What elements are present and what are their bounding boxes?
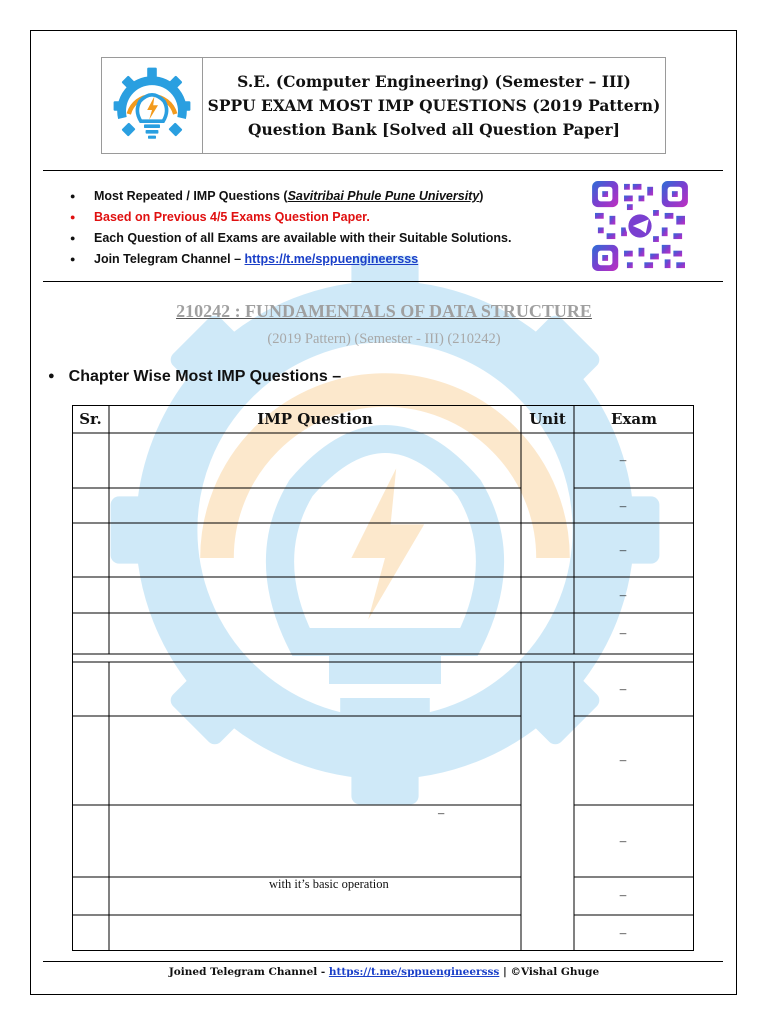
divider-bottom — [43, 961, 723, 962]
bullet-item-telegram-prefix: Join Telegram Channel – — [94, 252, 245, 266]
exam-cell-row6: – — [619, 681, 627, 696]
exam-cell-row9: – — [619, 887, 627, 902]
header-box — [101, 57, 666, 154]
logo-cell — [102, 58, 203, 153]
bullet-item-repeated — [70, 186, 511, 207]
header-question: IMP Question — [257, 410, 373, 428]
subject-title — [0, 301, 768, 322]
table-grid — [72, 405, 694, 951]
exam-cell-row3: – — [619, 542, 627, 557]
gear-bulb-logo-icon — [110, 66, 194, 146]
divider-middle — [43, 281, 723, 282]
exam-cell-row10: – — [619, 925, 627, 940]
question-cell-row9-text: with it’s basic operation — [269, 877, 389, 891]
exam-cell-row2: – — [619, 498, 627, 513]
header-sr: Sr. — [79, 410, 102, 428]
bullet-item-solutions: ● Each Question of all Exams are available with their Suitable Solutions. — [70, 228, 511, 249]
footer-telegram-link[interactable]: https://t.me/sppuengineersss — [328, 966, 500, 978]
exam-cell-row5: – — [619, 625, 627, 640]
subject-title-text: 210242 : FUNDAMENTALS OF DATA STRUCTURE — [176, 301, 592, 321]
section-heading-text: Chapter Wise Most IMP Questions – — [68, 368, 342, 385]
divider-top — [43, 170, 723, 171]
header-title-line1: S.E. (Computer Engineering) (Semester – III) — [237, 71, 631, 91]
question-cell-row8-text: – — [438, 806, 445, 820]
header-unit: Unit — [529, 410, 566, 428]
question-table — [72, 405, 694, 951]
bullet-item-repeated-prefix: Most Repeated / IMP Questions ( — [94, 189, 288, 203]
header-exam: Exam — [611, 410, 657, 428]
info-bullet-list — [70, 186, 511, 270]
header-title — [203, 58, 665, 153]
subject-pattern: (2019 Pattern) (Semester - III) (210242) — [267, 331, 501, 347]
footer-prefix: Joined Telegram Channel - — [168, 966, 329, 978]
section-heading — [48, 368, 341, 386]
university-name: Savitribai Phule Pune University — [287, 189, 480, 203]
header-title-line2: SPPU EXAM MOST IMP QUESTIONS (2019 Pattern) — [207, 95, 661, 115]
bullet-item-repeated-suffix: ) — [479, 189, 484, 203]
header-title-line3: Question Bank [Solved all Question Paper] — [248, 119, 620, 139]
telegram-link[interactable]: https://t.me/sppuengineersss — [244, 252, 419, 266]
bullet-item-telegram — [70, 249, 511, 270]
exam-cell-row8: – — [619, 833, 627, 848]
bullet-dot-icon: ● — [48, 370, 55, 382]
exam-cell-row1: – — [619, 452, 627, 467]
bullet-item-previous-exams: ● Based on Previous 4/5 Exams Question Paper. — [70, 207, 511, 228]
footer-suffix: | ©Vishal Ghuge — [499, 966, 600, 978]
exam-cell-row7: – — [619, 752, 627, 767]
telegram-qr-code-icon[interactable] — [592, 181, 688, 271]
exam-cell-row4: – — [619, 587, 627, 602]
footer — [0, 966, 768, 978]
